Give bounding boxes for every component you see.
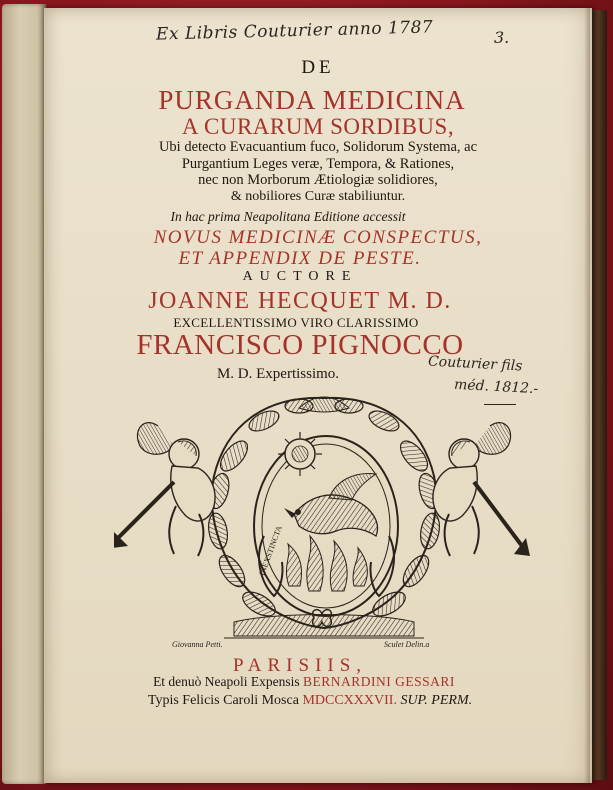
subtitle-line-4: & nobiliores Curæ stabiliuntur. [230, 189, 406, 204]
author-name: JOANNE HECQUET M. D. [148, 288, 452, 314]
dedication-line: EXCELLENTISSIMO VIRO CLARISSIMO [173, 315, 419, 330]
handwritten-margin-note-name: Couturier fils [427, 353, 523, 375]
handwritten-ex-libris: Ex Libris Couturier anno 1787 [155, 17, 434, 45]
handwritten-number: 3. [494, 28, 510, 47]
title-de: DE [301, 57, 335, 78]
imprint-permission: SUP. PERM. [400, 693, 473, 708]
edition-note: In hac prima Neapolitana Editione accessit [170, 209, 406, 224]
imprint-line-1 [30, 675, 578, 689]
subtitle-line-3: nec non Morborum Ætiologiæ solidiores, [198, 172, 438, 188]
subtitle-line-1: Ubi detecto Evacuantium fuco, Solidorum Systema, ac [158, 139, 478, 155]
cherub-trumpeter-left-icon [114, 423, 215, 556]
auctore: AUCTORE [242, 269, 358, 284]
appendix-de-peste: ET APPENDIX DE PESTE. [178, 248, 422, 269]
title-line-2: A CURARUM SORDIBUS, [181, 114, 455, 139]
imprint-line-2 [36, 694, 584, 708]
subtitle-line-2: Purgantium Leges veræ, Tempora, & Rationes, [181, 156, 455, 172]
novus-conspectus: NOVUS MEDICINÆ CONSPECTUS, [153, 227, 483, 248]
cherub-trumpeter-right-icon [433, 423, 530, 556]
imprint-printer: Typis Felicis Caroli Mosca [147, 693, 299, 708]
dedicatee-title: M. D. Expertissimo. [216, 366, 340, 382]
imprint-publisher-prefix: Et denuò Neapoli Expensis [153, 674, 300, 689]
title-line-1: PURGANDA MEDICINA [158, 85, 466, 115]
engraving-banner-text: INEXSTINCTA [257, 524, 284, 577]
engraver-signature-left: Giovanna Petti. [172, 640, 223, 649]
engraver-signature-right: Sculet Delin.a [384, 640, 430, 649]
title-page [44, 8, 592, 783]
dedicatee-name: FRANCISCO PIGNOCCO [136, 329, 464, 361]
handwritten-margin-note-date: méd. 1812.- [453, 376, 539, 398]
imprint-place: PARISIIS, [232, 655, 368, 676]
imprint-publisher-name: BERNARDINI GESSARI [303, 674, 455, 689]
imprint-year: MDCCXXXVII. [302, 693, 397, 708]
printers-device-engraving [114, 386, 534, 654]
